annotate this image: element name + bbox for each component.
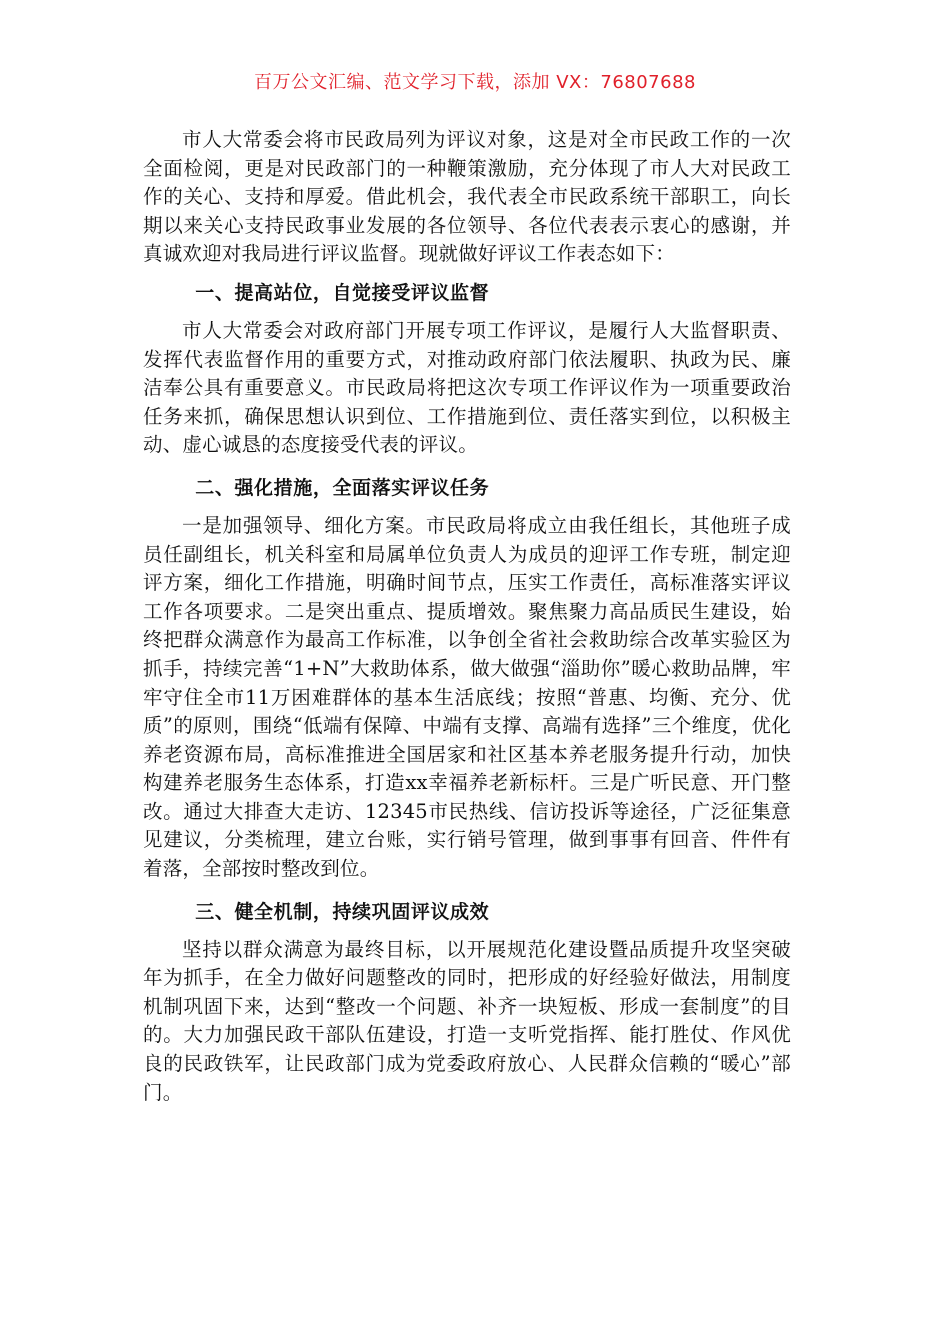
document-body bbox=[143, 126, 791, 1107]
section-2-heading: 二、强化措施，全面落实评议任务 bbox=[195, 476, 490, 499]
section-3-paragraph: 坚持以群众满意为最终目标，以开展规范化建设暨品质提升攻坚突破年为抓手，在全力做好问题整改的同时，把形成的好经验好做法，用制度机制巩固下来，达到“整改一个问题、补齐一块短板、形成一套制度”的目的。大力加强民政干部队伍建设，打造一支听党指挥、能打胜仗、作风优良的民政铁军，让民政部门成为党委政府放心、人民群众信赖的“暖心”部门。 bbox=[143, 937, 791, 1104]
section-1-heading: 一、提高站位，自觉接受评议监督 bbox=[195, 281, 490, 304]
section-3-heading: 三、健全机制，持续巩固评议成效 bbox=[195, 900, 490, 923]
section-1-paragraph: 市人大常委会对政府部门开展专项工作评议，是履行人大监督职责、发挥代表监督作用的重要方式，对推动政府部门依法履职、执政为民、廉洁奉公具有重要意义。市民政局将把这次专项工作评议作为一项重要政治任务来抓，确保思想认识到位、工作措施到位、责任落实到位，以积极主动、虚心诚恳的态度接受代表的评议。 bbox=[143, 318, 791, 457]
intro-paragraph: 市人大常委会将市民政局列为评议对象，这是对全市民政工作的一次全面检阅，更是对民政部门的一种鞭策激励，充分体现了市人大对民政工作的关心、支持和厚爱。借此机会，我代表全市民政系统干部职工，向长期以来关心支持民政事业发展的各位领导、各位代表表示衷心的感谢，并真诚欢迎对我局进行评议监督。现就做好评议工作表态如下： bbox=[143, 128, 791, 266]
watermark-text: 百万公文汇编、范文学习下载，添加 VX：76807688 bbox=[254, 72, 696, 93]
section-2-paragraph: 一是加强领导、细化方案。市民政局将成立由我任组长，其他班子成员任副组长，机关科室和局属单位负责人为成员的迎评工作专班，制定迎评方案，细化工作措施，明确时间节点，压实工作责任，高标准落实评议工作各项要求。二是突出重点、提质增效。聚焦聚力高品质民生建设，始终把群众满意作为最高工作标准，以争创全省社会救助综合改革实验区为抓手，持续完善“1+N”大救助体系，做大做强“淄助你”暖心救助品牌，牢牢守住全市11万困难群体的基本生活底线；按照“普惠、均衡、充分、优质”的原则，围绕“低端有保障、中端有支撑、高端有选择”三个维度，优化养老资源布局，高标准推进全国居家和社区基本养老服务提升行动，加快构建养老服务生态体系，打造xx幸福养老新标杆。三是广听民意、开门整改。通过大排查大走访、12345市民热线、信访投诉等途径，广泛征集意见建议，分类梳理，建立台账，实行销号管理，做到事事有回音、件件有着落，全部按时整改到位。 bbox=[143, 513, 791, 881]
